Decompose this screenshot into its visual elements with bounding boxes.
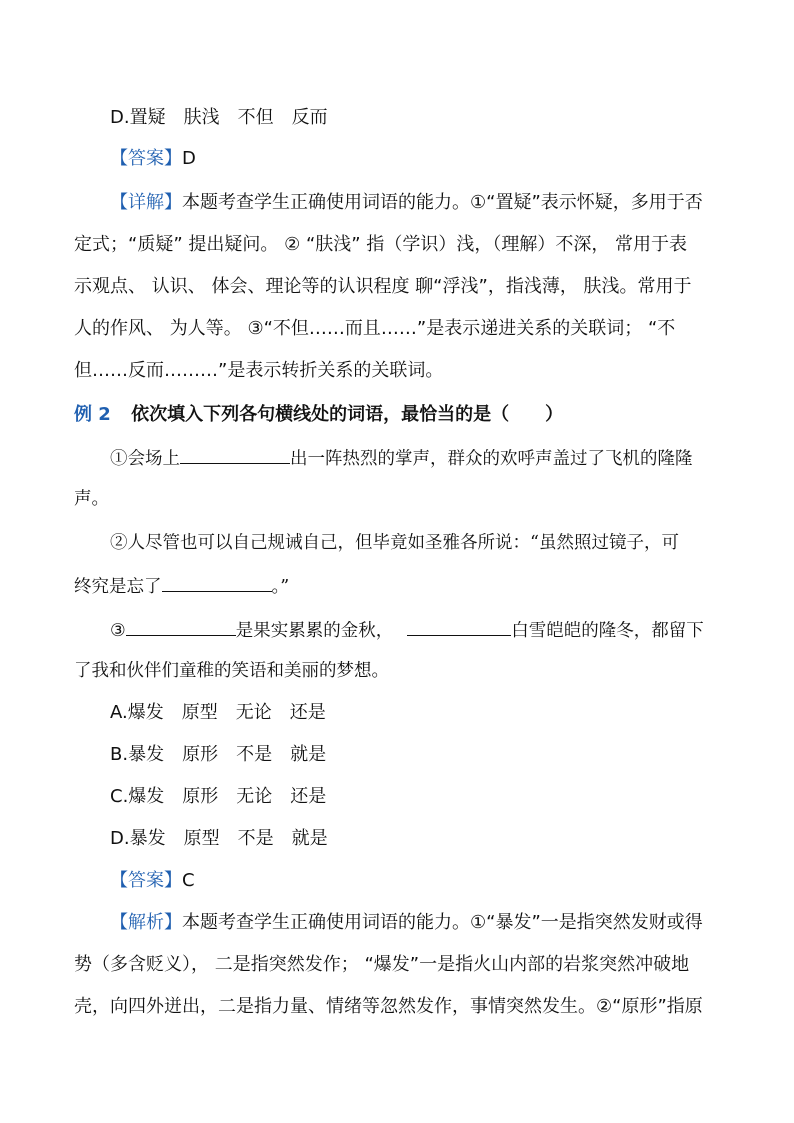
sentence-3-part-b: 是果实累累的金秋，: [235, 621, 394, 641]
answer-value: C: [182, 870, 195, 891]
answer-1: [110, 147, 794, 171]
sentence-3-line-1: [110, 617, 794, 643]
sentence-1-part-b: 出一阵热烈的掌声，群众的欢呼声盖过了飞机的隆隆: [290, 449, 693, 469]
answer-value: D: [182, 148, 196, 169]
option-d: D.暴发 原型 不是 就是: [110, 828, 328, 849]
example-label: 例 2: [74, 404, 111, 425]
detail-text: 本题考查学生正确使用词语的能力。①“置疑”表示怀疑，多用于否: [182, 192, 703, 213]
answer-tag: 【答案】: [110, 148, 182, 169]
sentence-2-part-b: 终究是忘了: [74, 577, 162, 597]
blank-2: [162, 573, 272, 592]
answer-2: [110, 869, 794, 893]
answer-tag: 【答案】: [110, 870, 182, 891]
option-c: C.爆发 原形 无论 还是: [110, 786, 327, 807]
option-d-prev: D.置疑 肤浅 不但 反而: [110, 107, 328, 128]
sentence-2-line-1: ②人尽管也可以自己规诫自己，但毕竟如圣雅各所说：“虽然照过镜子，可: [110, 533, 679, 553]
analysis-line-1: [110, 911, 794, 935]
detail-tag: 【详解】: [110, 192, 182, 213]
example-question: 依次填入下列各句横线处的词语，最恰当的是（ ）: [131, 404, 564, 425]
option-b: B.暴发 原形 不是 就是: [110, 744, 327, 765]
blank-1: [180, 445, 290, 464]
detail-line-4: 人的作风、 为人等。 ③“不但……而且……”是表示递进关系的关联词； “不: [74, 318, 676, 339]
analysis-line-3: 壳，向四外迸出，二是指力量、情绪等忽然发作，事情突然发生。②“原形”指原: [74, 996, 703, 1017]
blank-4: [407, 617, 511, 636]
example-2-heading: [74, 403, 794, 427]
sentence-3-line-2: 了我和伙伴们童稚的笑语和美丽的梦想。: [74, 661, 389, 681]
detail-line-3: 示观点、 认识、 体会、理论等的认识程度 聊“浮浅”，指浅薄， 肤浅。常用于: [74, 276, 692, 297]
sentence-1-part-a: ①会场上: [110, 449, 180, 469]
sentence-1-line-2: 声。: [74, 489, 109, 509]
detail-line-1: [110, 191, 794, 215]
sentence-1-line-1: [110, 445, 794, 471]
sentence-3-part-a: ③: [110, 621, 126, 641]
option-a: A.爆发 原型 无论 还是: [110, 702, 326, 723]
sentence-2-part-c: 。”: [271, 577, 290, 597]
analysis-line-2: 势（多含贬义）， 二是指突然发作； “爆发”一是指火山内部的岩浆突然冲破地: [74, 954, 690, 975]
blank-3: [126, 617, 236, 636]
detail-line-2: 定式；“质疑” 提出疑问。 ② “肤浅” 指（学识）浅，（理解）不深， 常用于表: [74, 234, 688, 255]
analysis-tag: 【解析】: [110, 912, 182, 933]
analysis-text: 本题考查学生正确使用词语的能力。①“暴发”一是指突然发财或得: [182, 912, 703, 933]
sentence-2-line-2: [74, 573, 794, 599]
detail-line-5: 但……反而………”是表示转折关系的关联词。: [74, 360, 444, 381]
sentence-3-part-c: 白雪皑皑的隆冬，都留下: [511, 621, 704, 641]
